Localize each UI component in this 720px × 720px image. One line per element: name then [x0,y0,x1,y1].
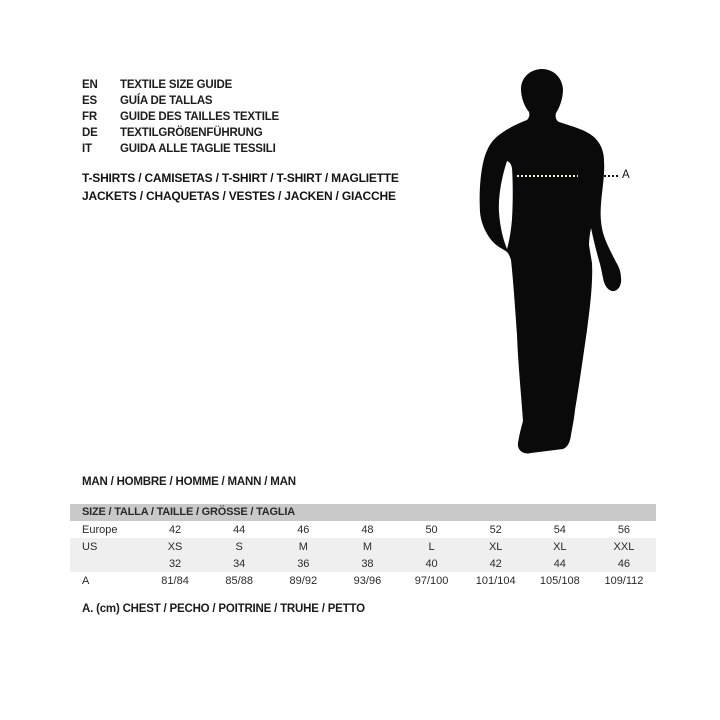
language-label: TEXTILGRÖßENFÜHRUNG [120,127,263,139]
table-cell: 40 [425,557,438,570]
row-label: Europe [82,523,118,536]
man-silhouette [460,64,635,459]
size-table [70,504,656,589]
table-cell: 34 [233,557,246,570]
size-table-body [70,521,656,589]
table-cell: L [428,540,435,553]
language-code: DE [82,127,98,139]
size-table-header: SIZE / TALLA / TAILLE / GRÖSSE / TAGLIA [70,504,656,521]
measure-callout-dotted-line [604,175,619,177]
man-silhouette-graphic [460,64,635,459]
language-label: GUIDE DES TAILLES TEXTILE [120,111,279,123]
table-cell: 93/96 [353,574,382,587]
language-row [82,125,279,141]
table-cell: 48 [361,523,374,536]
language-label: TEXTILE SIZE GUIDE [120,79,233,91]
table-cell: 42 [168,523,182,536]
language-row [82,93,279,109]
language-code: IT [82,143,92,155]
chest-measure-dotted-line [517,175,578,177]
table-cell: XXL [613,540,635,553]
product-type-line: JACKETS / CHAQUETAS / VESTES / JACKEN / GIACCHE [82,189,396,203]
table-cell: 36 [297,557,310,570]
table-cell: 50 [425,523,438,536]
table-cell: XL [488,540,503,553]
table-cell: S [235,540,243,553]
table-row [70,538,656,555]
table-cell: 38 [361,557,374,570]
language-row [82,77,279,93]
table-cell: 44 [233,523,246,536]
table-cell: 101/104 [475,574,516,587]
table-cell: 54 [553,523,566,536]
table-cell: 46 [297,523,310,536]
table-cell: 42 [489,557,502,570]
table-cell: 85/88 [225,574,253,587]
product-type-line: T-SHIRTS / CAMISETAS / T-SHIRT / T-SHIRT / MAGLIETTE [82,171,399,185]
measurement-footnote: A. (cm) CHEST / PECHO / POITRINE / TRUHE / PETTO [82,603,365,615]
language-code: EN [82,79,98,91]
table-cell: 44 [553,557,566,570]
language-row [82,141,279,157]
language-label: GUÍA DE TALLAS [120,95,213,107]
language-code: FR [82,111,97,123]
measure-label-a: A [622,169,630,181]
table-cell: 109/112 [604,574,644,587]
table-cell: M [362,540,373,553]
table-cell: 89/92 [289,574,318,587]
table-cell: 105/108 [539,574,580,587]
table-cell: M [298,540,308,553]
language-row [82,109,279,125]
row-label: A [82,574,90,587]
table-row [70,521,656,538]
language-list [82,77,279,157]
row-label: US [82,540,98,553]
gender-heading: MAN / HOMBRE / HOMME / MANN / MAN [82,476,296,488]
table-cell: 32 [168,557,182,570]
table-cell: XL [553,540,567,553]
product-type-heading [82,169,399,205]
table-cell: 46 [617,557,631,570]
table-row [70,572,656,589]
table-cell: 56 [617,523,631,536]
table-cell: 52 [489,523,502,536]
table-cell: XS [167,540,183,553]
language-label: GUIDA ALLE TAGLIE TESSILI [120,143,276,155]
table-cell: 97/100 [414,574,449,587]
table-cell: 81/84 [161,574,189,587]
table-row [70,555,656,572]
language-code: ES [82,95,97,107]
